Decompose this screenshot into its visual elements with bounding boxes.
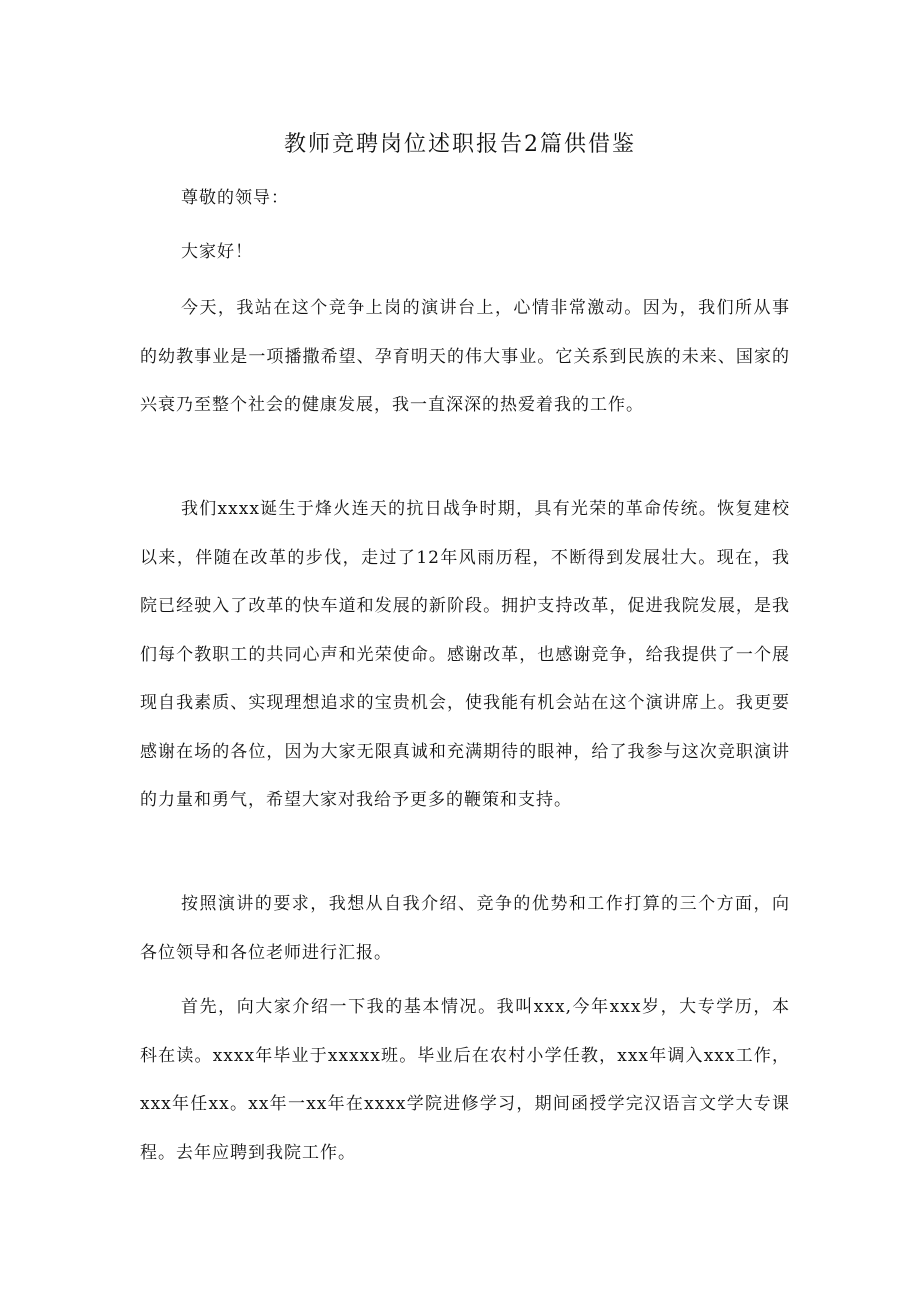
paragraph-school-history: 我们xxxx诞生于烽火连天的抗日战争时期，具有光荣的革命传统。恢复建校以来，伴随在改革的步伐，走过了12年风雨历程，不断得到发展壮大。现在，我院已经驶入了改革的快车道和发展的新阶段。拥护支持改革，促进我院发展，是我们每个教职工的共同心声和光荣使命。感谢改革，也感谢竞争，给我提供了一个展现自我素质、实现理想追求的宝贵机会，使我能有机会站在这个演讲席上。我更要感谢在场的各位，因为大家无限真诚和充满期待的眼神，给了我参与这次竞职演讲的力量和勇气，希望大家对我给予更多的鞭策和支持。	[140, 499, 790, 810]
paragraph-self-introduction: 首先，向大家介绍一下我的基本情况。我叫xxx,今年xxx岁，大专学历，本科在读。xxxx年毕业于xxxxx班。毕业后在农村小学任教，xxx年调入xxx工作，xxx年任xx。xx年一xx年在xxxx学院进修学习，期间函授学完汉语言文学大专课程。去年应聘到我院工作。	[140, 997, 790, 1163]
paragraph-intro: 今天，我站在这个竞争上岗的演讲台上，心情非常激动。因为，我们所从事的幼教事业是一项播撒希望、孕育明天的伟大事业。它关系到民族的未来、国家的兴衰乃至整个社会的健康发展，我一直深深的热爱着我的工作。	[140, 298, 790, 415]
salutation: 尊敬的领导：	[181, 188, 289, 208]
greeting: 大家好！	[181, 242, 253, 262]
document-title: 教师竞聘岗位述职报告2篇供借鉴	[284, 132, 636, 157]
paragraph-report-outline: 按照演讲的要求，我想从自我介绍、竞争的优势和工作打算的三个方面，向各位领导和各位老师进行汇报。	[140, 894, 790, 963]
